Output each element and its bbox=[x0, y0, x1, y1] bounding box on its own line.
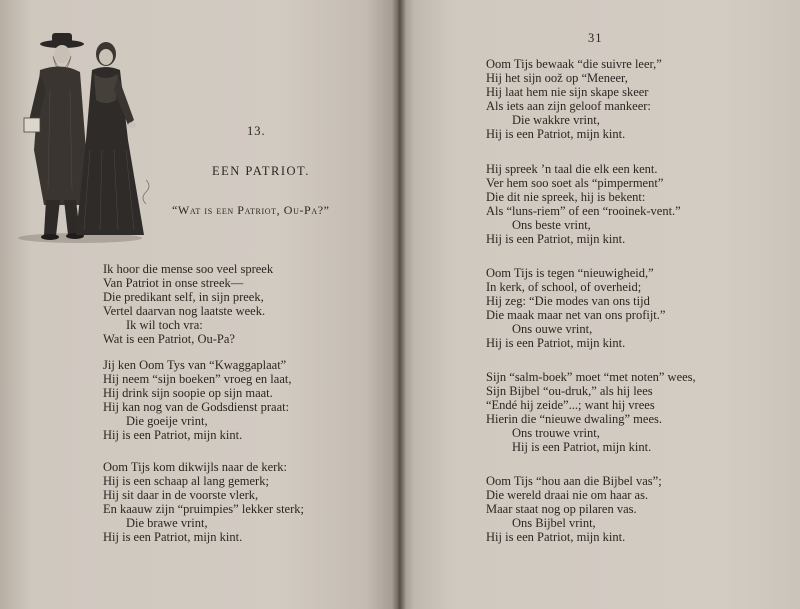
verse-line: Hij is een Patriot, mijn kint. bbox=[512, 440, 652, 454]
verse-line: Die wakkre vrint, bbox=[512, 113, 600, 127]
page-number: 31 bbox=[588, 31, 603, 45]
verse-line: Ik wil toch vra: bbox=[126, 318, 203, 332]
verse-line: Ik hoor die mense soo veel spreek bbox=[103, 262, 274, 276]
verse-line: Die dit nie spreek, hij is bekent: bbox=[486, 190, 646, 204]
verse-line: Hij drink sijn soopie op sijn maat. bbox=[103, 386, 273, 400]
verse-line: Hij is een Patriot, mijn kint. bbox=[103, 428, 243, 442]
verse-line: Die brawe vrint, bbox=[126, 516, 208, 530]
verse-line: Oom Tijs bewaak “die suivre leer,” bbox=[486, 57, 662, 71]
verse-line: Van Patriot in onse streek— bbox=[103, 276, 244, 290]
verse-line: Ons Bijbel vrint, bbox=[512, 516, 596, 530]
verse-line: Hij neem “sijn boeken” vroeg en laat, bbox=[103, 372, 292, 386]
verse-line: Hij zeg: “Die modes van ons tijd bbox=[486, 294, 650, 308]
verse-line: Als “luns-riem” of een “rooinek-vent.” bbox=[486, 204, 681, 218]
verse-line: Sijn Bijbel “ou-druk,” als hij lees bbox=[486, 384, 653, 398]
verse-line: Hij laat hem nie sijn skape skeer bbox=[486, 85, 649, 99]
poem-number: 13. bbox=[247, 124, 266, 138]
verse-line: Die wereld draai nie om haar as. bbox=[486, 488, 649, 502]
verse-line: Hij is een Patriot, mijn kint. bbox=[486, 530, 626, 544]
verse-line: Die goeije vrint, bbox=[126, 414, 208, 428]
right-page bbox=[398, 0, 800, 609]
verse-line: Hij spreek ’n taal die elk een kent. bbox=[486, 162, 658, 176]
verse-line: Hij kan nog van de Godsdienst praat: bbox=[103, 400, 290, 414]
verse-line: Die predikant self, in sijn preek, bbox=[103, 290, 264, 304]
book-gutter bbox=[392, 0, 406, 609]
left-page bbox=[0, 0, 398, 609]
poem-title: EEN PATRIOT. bbox=[212, 164, 310, 178]
verse-line: Oom Tijs is tegen “nieuwigheid,” bbox=[486, 266, 654, 280]
verse-line: Wat is een Patriot, Ou-Pa? bbox=[103, 332, 235, 346]
verse-line: “Endé hij zeide”...; want hij vrees bbox=[486, 398, 655, 412]
poem-subtitle: “Wat is een Patriot, Ou-Pa?” bbox=[172, 203, 330, 217]
verse-line: Hij sit daar in de voorste vlerk, bbox=[103, 488, 259, 502]
verse-line: Als iets aan zijn geloof mankeer: bbox=[486, 99, 651, 113]
verse-line: Hij is een Patriot, mijn kint. bbox=[486, 232, 626, 246]
verse-line: En kaauw zijn “pruimpies” lekker sterk; bbox=[103, 502, 304, 516]
verse-line: Hij is een schaap al lang gemerk; bbox=[103, 474, 269, 488]
verse-line: Ver hem soo soet als “pimperment” bbox=[486, 176, 664, 190]
verse-line: Hij is een Patriot, mijn kint. bbox=[103, 530, 243, 544]
verse-line: Maar staat nog op pilaren vas. bbox=[486, 502, 637, 516]
verse-line: Hierin die “nieuwe dwaling” mees. bbox=[486, 412, 662, 426]
old-couple-illustration bbox=[10, 30, 160, 245]
verse-line: Ons trouwe vrint, bbox=[512, 426, 600, 440]
verse-line: In kerk, of school, of overheid; bbox=[486, 280, 642, 294]
verse-line: Hij is een Patriot, mijn kint. bbox=[486, 336, 626, 350]
verse-line: Ons ouwe vrint, bbox=[512, 322, 593, 336]
verse-line: Vertel daarvan nog laatste week. bbox=[103, 304, 266, 318]
verse-line: Sijn “salm-boek” moet “met noten” wees, bbox=[486, 370, 696, 384]
verse-line: Oom Tijs kom dikwijls naar de kerk: bbox=[103, 460, 288, 474]
verse-line: Hij het sijn oož op “Meneer, bbox=[486, 71, 628, 85]
verse-line: Ons beste vrint, bbox=[512, 218, 591, 232]
verse-line: Oom Tijs “hou aan die Bijbel vas”; bbox=[486, 474, 662, 488]
verse-line: Jij ken Oom Tys van “Kwaggaplaat” bbox=[103, 358, 287, 372]
verse-line: Hij is een Patriot, mijn kint. bbox=[486, 127, 626, 141]
verse-line: Die maak maar net van ons profijt.” bbox=[486, 308, 666, 322]
